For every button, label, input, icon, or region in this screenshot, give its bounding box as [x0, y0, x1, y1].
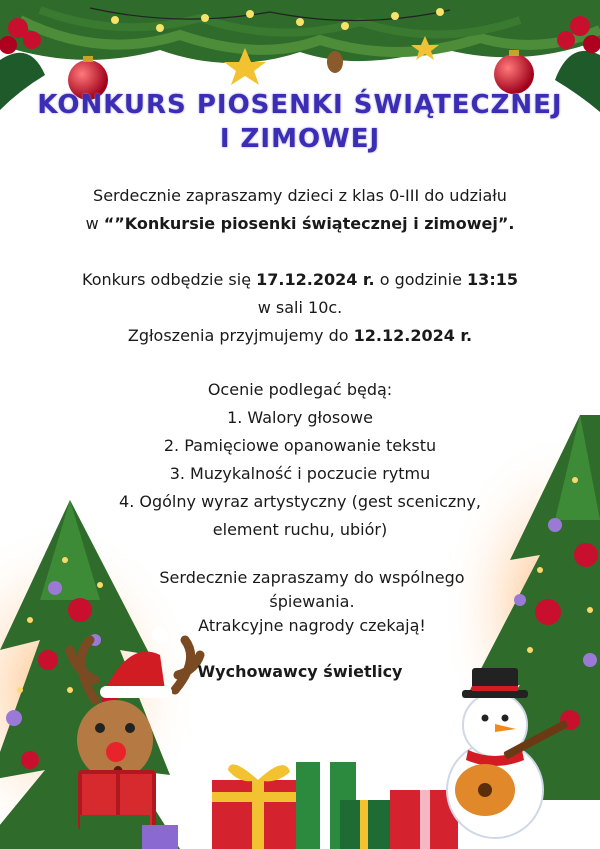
poster-title-line-1: KONKURS PIOSENKI ŚWIĄTECZNEJ [37, 90, 563, 120]
event-time: 13:15 [467, 270, 518, 289]
criteria-item-2: 2. Pamięciowe opanowanie tekstu [163, 436, 437, 455]
criteria-heading: Ocenie podlegać będą: [207, 380, 393, 399]
registration-deadline: Zgłoszenia przyjmujemy do 12.12.2024 r. [127, 326, 473, 345]
gifts [142, 762, 458, 849]
intro-line-2: w “”Konkursie piosenki świątecznej i zimowej”. [85, 214, 515, 233]
contest-name: “”Konkursie piosenki świątecznej i zimowej”. [103, 214, 515, 233]
intro-line-1: Serdecznie zapraszamy dzieci z klas 0-III do udziału [93, 186, 507, 205]
poster-title-line-2: I ZIMOWEJ [219, 124, 381, 154]
closing-line-1: Serdecznie zapraszamy do wspólnego [159, 568, 465, 587]
event-location: w sali 10c. [257, 298, 343, 317]
criteria-item-3: 3. Muzykalność i poczucie rytmu [169, 464, 431, 483]
closing-line-3: Atrakcyjne nagrody czekają! [198, 616, 426, 635]
deadline-date: 12.12.2024 r. [353, 326, 473, 345]
criteria-item-4-continued: element ruchu, ubiór) [212, 520, 388, 539]
criteria-item-4: 4. Ogólny wyraz artystyczny (gest sceniczny, [119, 492, 481, 511]
criteria-item-1: 1. Walory głosowe [227, 408, 373, 427]
event-date: 17.12.2024 r. [256, 270, 375, 289]
signature: Wychowawcy świetlicy [197, 662, 403, 681]
closing-line-2: śpiewania. [269, 592, 355, 611]
event-line-1: Konkurs odbędzie się 17.12.2024 r. o godzinie 13:15 [82, 270, 518, 289]
